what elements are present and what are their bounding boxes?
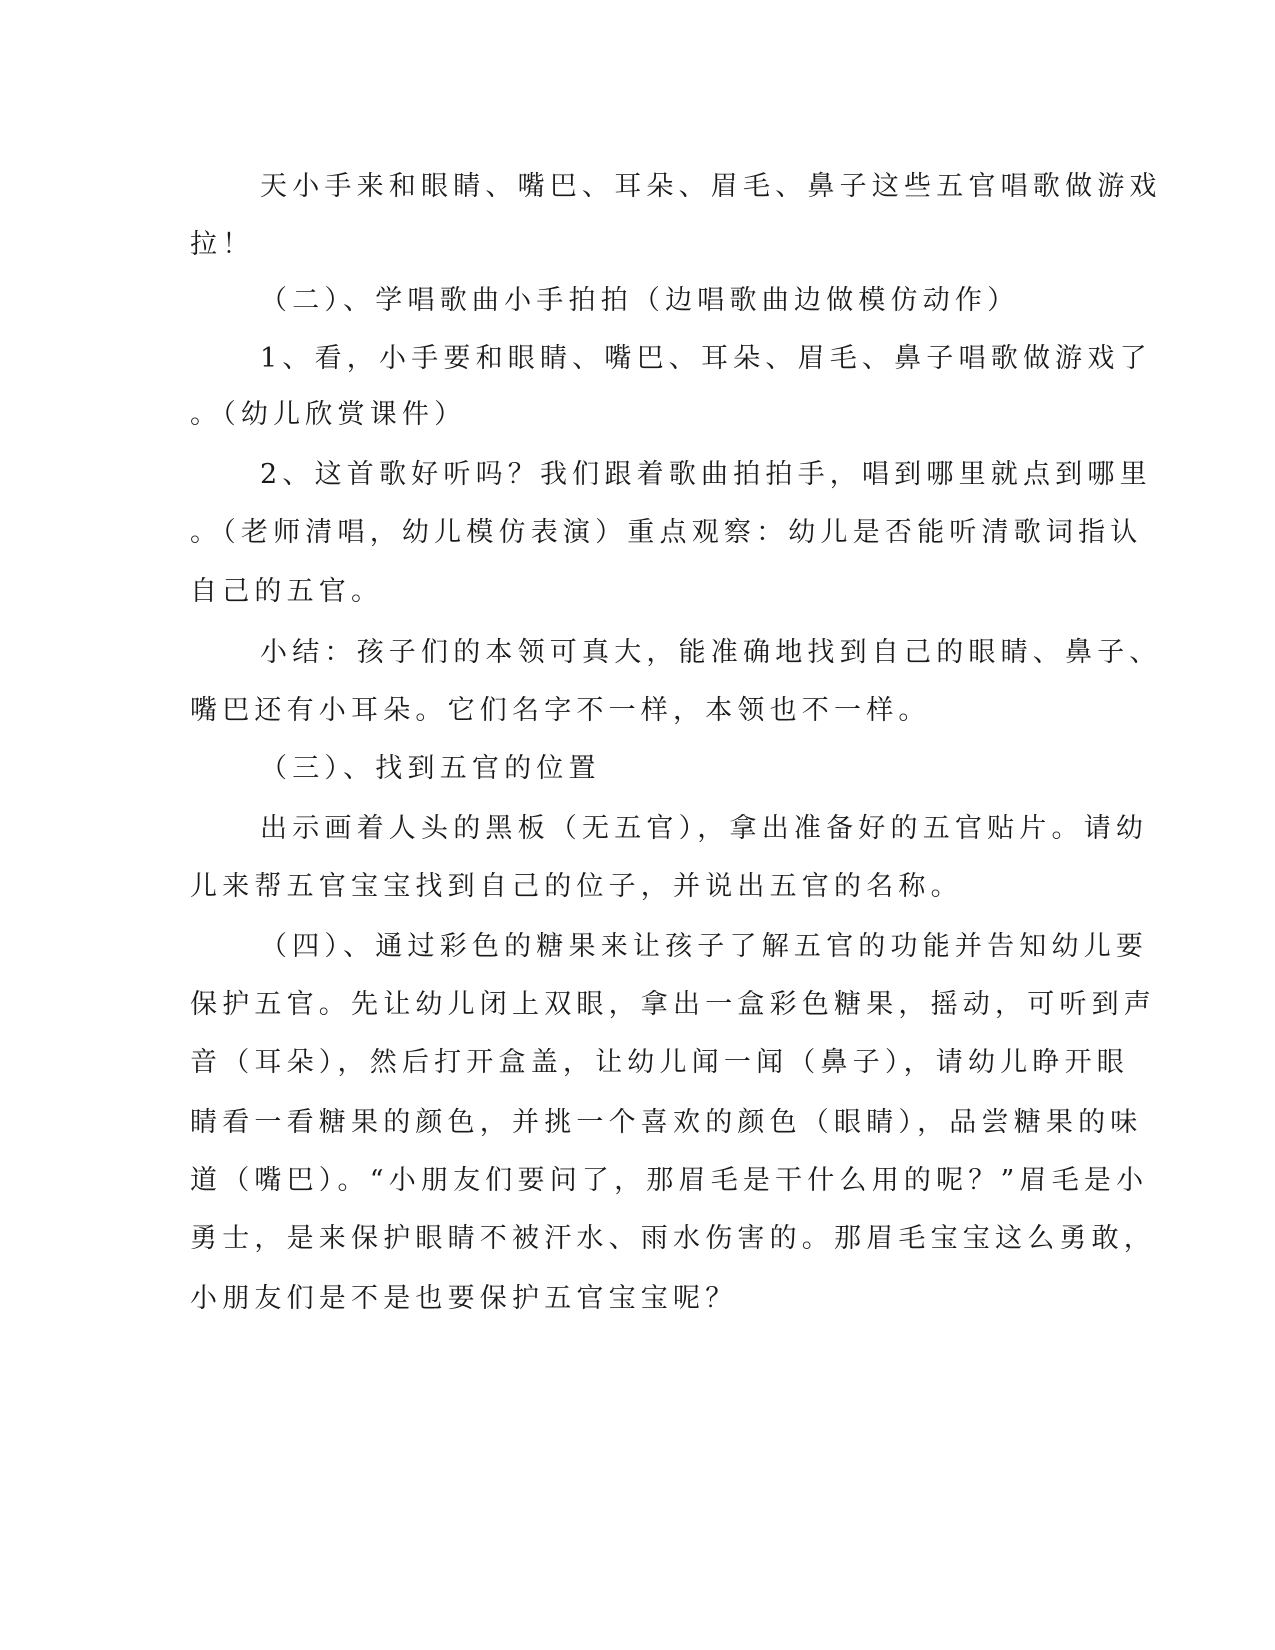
text-line: 。（幼儿欣赏课件）: [190, 399, 467, 430]
text-line: 出示画着人头的黑板（无五官），拿出准备好的五官贴片。请幼: [260, 813, 1149, 844]
section-heading: （四）、通过彩色的糖果来让孩子了解五官的功能并告知幼儿要: [260, 931, 1149, 962]
text-line: 睛看一看糖果的颜色，并挑一个喜欢的颜色（眼睛），品尝糖果的味: [190, 1107, 1143, 1138]
text-line: 道（嘴巴）。“小朋友们要问了，那眉毛是干什么用的呢？”眉毛是小: [190, 1165, 1149, 1196]
text-line: 勇士，是来保护眼睛不被汗水、雨水伤害的。那眉毛宝宝这么勇敢，: [190, 1223, 1156, 1254]
text-line: 拉！: [190, 229, 255, 260]
text-line: 自己的五官。: [190, 576, 384, 607]
text-line: 2、这首歌好听吗？我们跟着歌曲拍拍手，唱到哪里就点到哪里: [260, 459, 1152, 490]
text-line: 天小手来和眼睛、嘴巴、耳朵、眉毛、鼻子这些五官唱歌做游戏: [260, 171, 1162, 202]
text-line: 小朋友们是不是也要保护五官宝宝呢？: [190, 1283, 738, 1314]
text-line: 。（老师清唱，幼儿模仿表演）重点观察：幼儿是否能听清歌词指认: [190, 517, 1143, 548]
text-line: 音（耳朵），然后打开盒盖，让幼儿闻一闻（鼻子），请幼儿睁开眼: [190, 1047, 1129, 1078]
text-line: 保护五官。先让幼儿闭上双眼，拿出一盒彩色糖果，摇动，可听到声: [190, 989, 1156, 1020]
section-heading: （二）、学唱歌曲小手拍拍（边唱歌曲边做模仿动作）: [260, 285, 1020, 316]
text-line: 1、看，小手要和眼睛、嘴巴、耳朵、眉毛、鼻子唱歌做游戏了: [260, 343, 1152, 374]
text-line: 儿来帮五官宝宝找到自己的位子，并说出五官的名称。: [190, 871, 963, 902]
text-line: 小结：孩子们的本领可真大，能准确地找到自己的眼睛、鼻子、: [260, 637, 1162, 668]
text-line: 嘴巴还有小耳朵。它们名字不一样，本领也不一样。: [190, 695, 931, 726]
section-heading: （三）、找到五官的位置: [260, 753, 601, 784]
